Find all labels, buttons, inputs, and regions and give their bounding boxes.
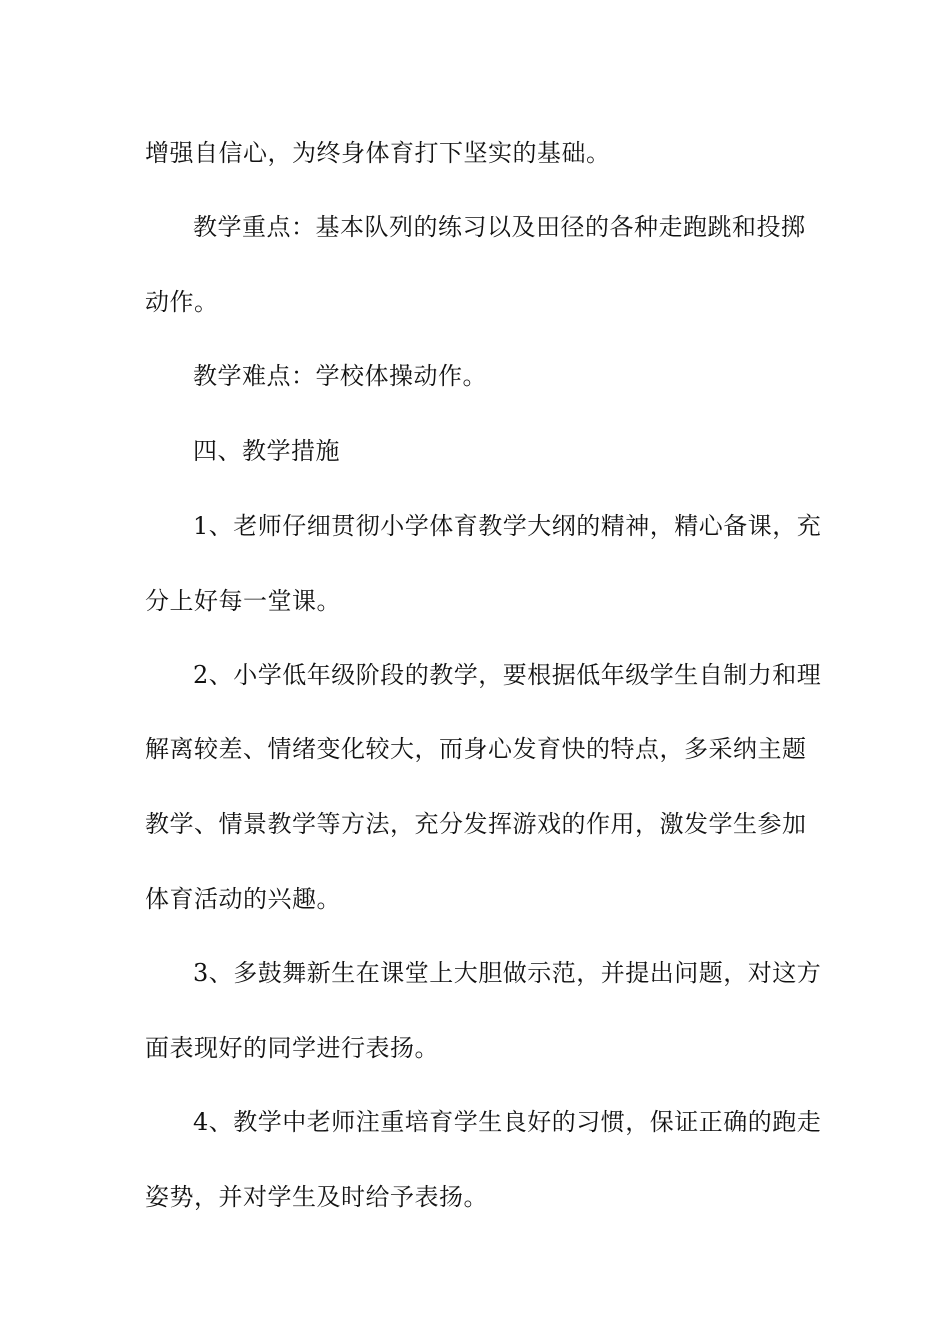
text-line: 教学难点：学校体操动作。 xyxy=(193,362,487,390)
text-line: 教学、情景教学等方法，充分发挥游戏的作用，激发学生参加 xyxy=(145,810,807,838)
text-line: 1、老师仔细贯彻小学体育教学大纲的精神，精心备课，充 xyxy=(193,512,822,540)
text-line: 面表现好的同学进行表扬。 xyxy=(145,1034,439,1062)
text-line: 4、教学中老师注重培育学生良好的习惯，保证正确的跑走 xyxy=(193,1108,822,1136)
text-line: 教学重点：基本队列的练习以及田径的各种走跑跳和投掷 xyxy=(193,213,806,241)
text-line: 2、小学低年级阶段的教学，要根据低年级学生自制力和理 xyxy=(193,661,822,689)
text-line: 解离较差、情绪变化较大，而身心发育快的特点，多采纳主题 xyxy=(145,735,807,763)
text-line: 动作。 xyxy=(145,288,219,316)
text-line: 增强自信心，为终身体育打下坚实的基础。 xyxy=(145,139,611,167)
text-line: 分上好每一堂课。 xyxy=(145,587,341,615)
text-line: 3、多鼓舞新生在课堂上大胆做示范，并提出问题，对这方 xyxy=(193,959,822,987)
section-heading: 四、教学措施 xyxy=(193,437,340,465)
text-line: 体育活动的兴趣。 xyxy=(145,885,341,913)
text-line: 姿势，并对学生及时给予表扬。 xyxy=(145,1183,488,1211)
